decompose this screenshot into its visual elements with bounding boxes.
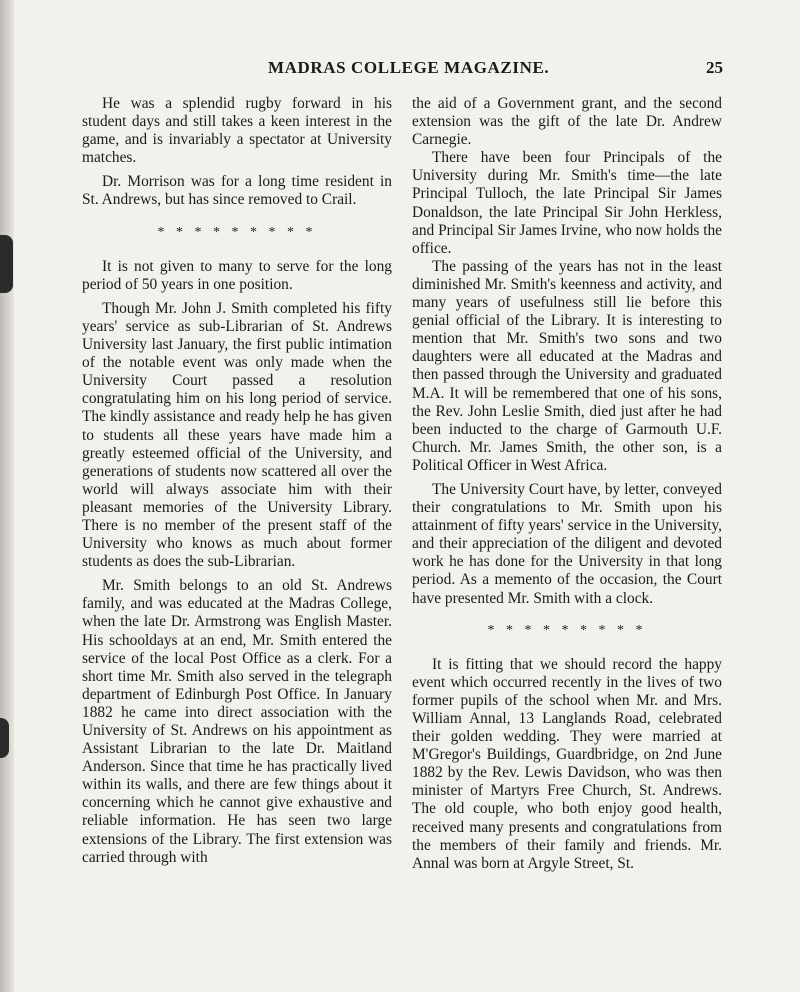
paragraph: the aid of a Government grant, and the second extension was the gift of the late Dr. Andrew Carnegie.	[412, 95, 722, 149]
page-edge-shadow	[0, 0, 14, 992]
paragraph: Dr. Morrison was for a long time resident in St. Andrews, but has since removed to Crail.	[82, 173, 392, 209]
paragraph: There have been four Principals of the University during Mr. Smith's time—the late Principal Tulloch, the late Principal Sir James Donaldson, the late Principal Sir John Herkless, and Principal Sir James Irvine, who now holds the office.	[412, 149, 722, 257]
section-separator: * * * * * * * * *	[157, 224, 317, 240]
page-number: 25	[706, 58, 723, 77]
binding-hole-bottom	[0, 718, 9, 758]
paragraph: It is fitting that we should record the happy event which occurred recently in the lives of two former pupils of the school when Mr. and Mrs. William Annal, 13 Langlands Road, celebrated their golden wedding. They were married at M'Gregor's Buildings, Guardbridge, on 2nd June 1882 by the Rev. Lewis Davidson, who was then minister of Martyrs Free Church, St. Andrews. The old couple, who both enjoy good health, received many presents and congratulations from the members of their family and friends. Mr. Annal was born at Argyle Street, St.	[412, 655, 722, 872]
paragraph: Though Mr. John J. Smith completed his fifty years' service as sub-Librarian of St. Andrews University last January, the first public intimation of the notable event was only made when the University Court passed a resolution congratulating him on his long period of service. The kindly assistance and ready help he has given to students all these years have made him a greatly esteemed official of the University, and generations of students now scattered all over the world will always associate him with their pleasant memories of the University Library. There is no member of the present staff of the University who knows as much about former students as does the sub-Librarian.	[82, 299, 392, 571]
right-column	[412, 95, 722, 873]
paragraph: Mr. Smith belongs to an old St. Andrews family, and was educated at the Madras College, when the late Dr. Armstrong was English Master. His schooldays at an end, Mr. Smith entered the service of the local Post Office as a clerk. For a short time Mr. Smith also served in the telegraph department of Edinburgh Post Office. In January 1882 he came into direct association with the University of St. Andrews on his appointment as Assistant Librarian to the late Dr. Maitland Anderson. Since that time he has practically lived within its walls, and there are few things about it concerning which he cannot give exhaustive and reliable information. He has seen two large extensions of the Library. The first extension was carried through with	[82, 577, 392, 866]
paragraph: The University Court have, by letter, conveyed their congratulations to Mr. Smith upon his attainment of fifty years' service in the University, and their appreciation of the diligent and devoted work he has done for the University in that long period. As a memento of the occasion, the Court have presented Mr. Smith with a clock.	[412, 480, 722, 607]
section-separator: * * * * * * * * *	[487, 622, 647, 638]
paragraph: It is not given to many to serve for the long period of 50 years in one position.	[82, 257, 392, 293]
page-header	[0, 58, 800, 82]
paragraph: The passing of the years has not in the least diminished Mr. Smith's keenness and activity, and many years of usefulness still lie before this genial official of the Library. It is interesting to mention that Mr. Smith's two sons and two daughters were all educated at the Madras and then passed through the University and graduated M.A. It will be remembered that one of his sons, the Rev. John Leslie Smith, died just after he had been inducted to the charge of Garmouth U.F. Church. Mr. James Smith, the other son, is a Political Officer in West Africa.	[412, 257, 722, 474]
running-title: MADRAS COLLEGE MAGAZINE.	[268, 58, 550, 77]
paragraph: He was a splendid rugby forward in his student days and still takes a keen interest in the game, and is invariably a spectator at University matches.	[82, 95, 392, 167]
binding-hole-top	[0, 235, 13, 293]
left-column	[82, 95, 392, 867]
